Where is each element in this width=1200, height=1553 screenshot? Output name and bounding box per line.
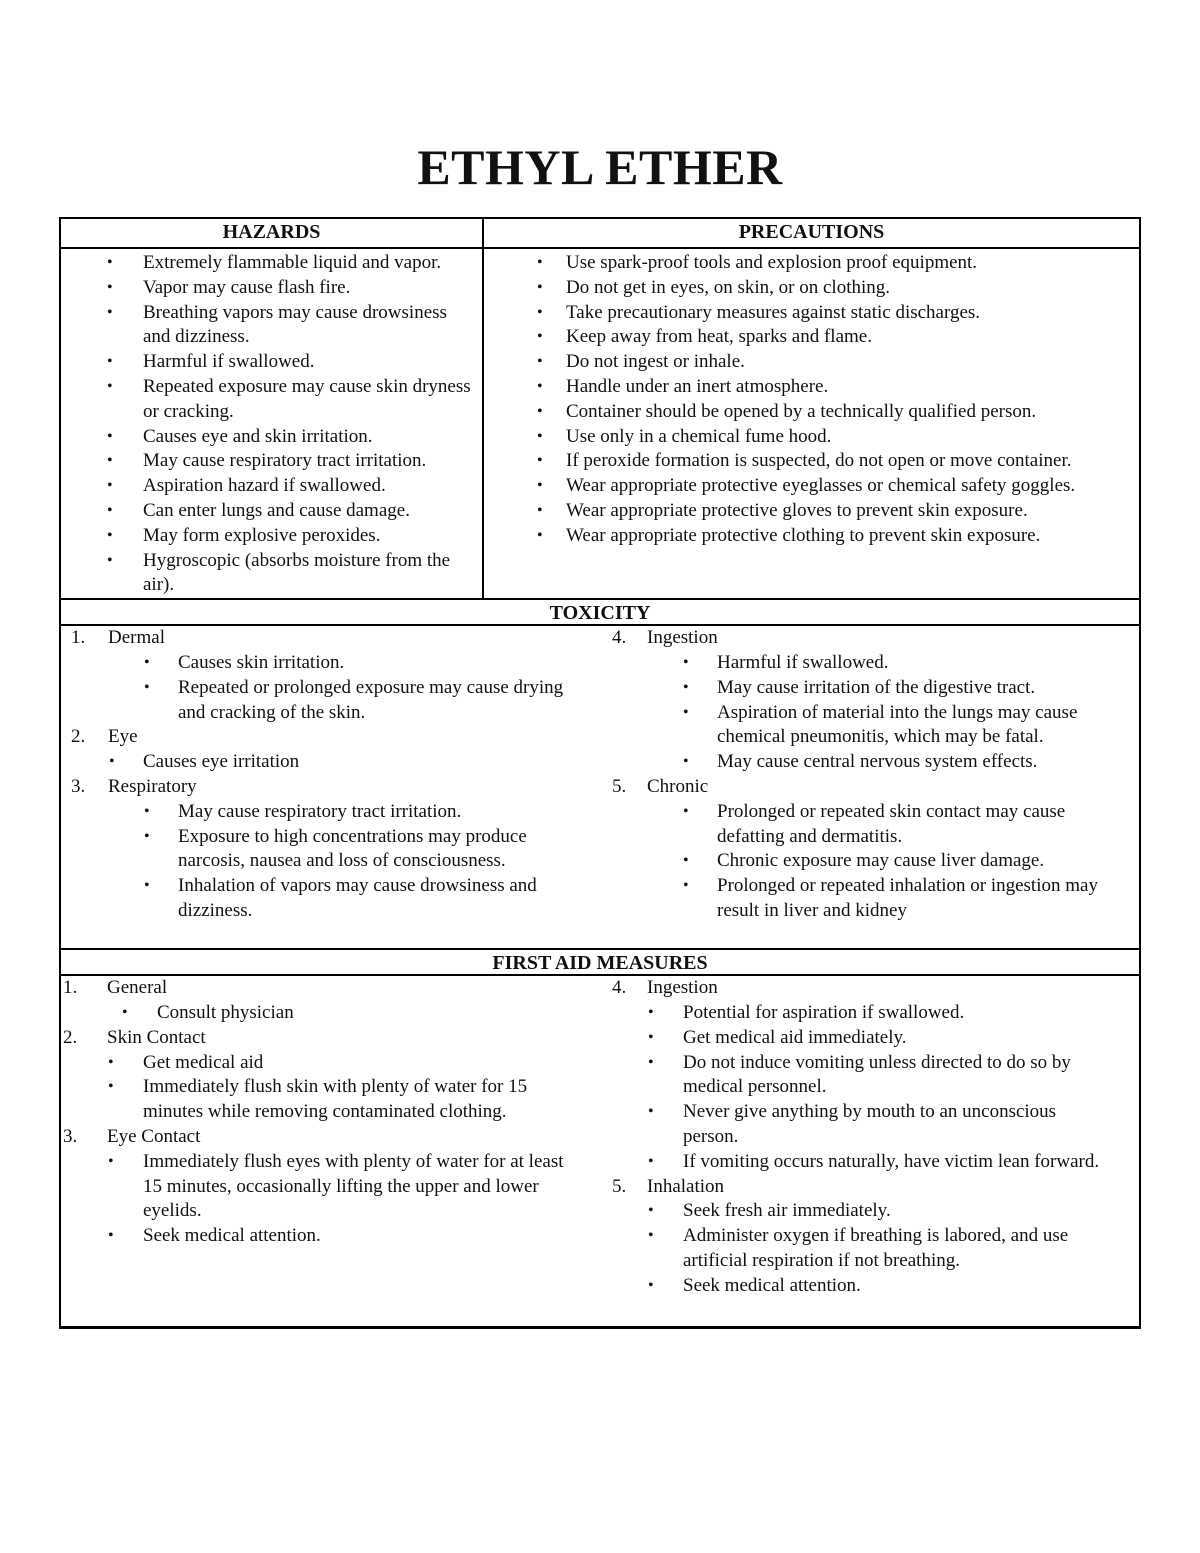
list-item: • Breathing vapors may cause drowsiness and dizziness. [61,301,476,351]
toxicity-section-ingestion [600,626,1125,651]
first-aid-right-column [600,976,1139,1326]
precautions-cell [484,249,1139,598]
toxicity-eye-list [61,750,592,775]
section-label: Dermal [108,627,165,649]
section-number: 3. [71,775,86,797]
list-item: • Aspiration hazard if swallowed. [61,474,476,499]
list-item: • Get medical aid [61,1051,576,1076]
toxicity-section-dermal [61,626,592,651]
list-item: • Immediately flush skin with plenty of water for 15 minutes while removing contaminated clothing. [61,1075,576,1125]
list-item: • Use spark-proof tools and explosion proof equipment. [484,251,1109,276]
section-number: 4. [612,627,627,649]
first-aid-general-list [61,1001,580,1026]
list-item: • Container should be opened by a technically qualified person. [484,400,1109,425]
first-aid-section-ingestion [600,976,1113,1001]
list-item: • Seek medical attention. [61,1224,580,1249]
list-item: • Consult physician [61,1001,580,1026]
list-item: • May cause respiratory tract irritation. [61,800,592,825]
section-label: Chronic [647,775,709,797]
toxicity-section-eye [61,725,592,750]
list-item: • Prolonged or repeated inhalation or ingestion may result in liver and kidney [600,874,1125,924]
first-aid-section-inhalation [600,1175,1113,1200]
precautions-list [484,251,1139,549]
list-item: • Extremely flammable liquid and vapor. [61,251,476,276]
list-item: • Vapor may cause flash fire. [61,276,476,301]
list-item: • Repeated or prolonged exposure may cause drying and cracking of the skin. [61,676,592,726]
list-item: • Repeated exposure may cause skin dryness or cracking. [61,375,476,425]
list-item: • If vomiting occurs naturally, have victim lean forward. [600,1150,1113,1175]
first-aid-body-row [61,976,1139,1326]
first-aid-section-skin [61,1026,580,1051]
section-number: 5. [612,1175,627,1197]
list-item: • Chronic exposure may cause liver damage. [600,849,1125,874]
section-number: 1. [71,627,86,649]
list-item: • May cause irritation of the digestive tract. [600,676,1125,701]
list-item: • Do not induce vomiting unless directed to do so by medical personnel. [600,1051,1113,1101]
list-item: • Take precautionary measures against static discharges. [484,301,1109,326]
toxicity-respiratory-list [61,800,592,924]
page-title: ETHYL ETHER [417,139,783,195]
toxicity-left-column [61,626,600,948]
section-label: Eye [108,726,138,748]
list-item: • Seek fresh air immediately. [600,1199,1113,1224]
hazards-precautions-body-row [61,249,1139,598]
section-label: Ingestion [647,977,718,999]
first-aid-section-eye [61,1125,580,1150]
toxicity-chronic-list [600,800,1125,924]
toxicity-header: TOXICITY [61,598,1139,626]
list-item: • Wear appropriate protective gloves to prevent skin exposure. [484,499,1109,524]
toxicity-ingestion-list [600,651,1125,775]
list-item: • Never give anything by mouth to an unconscious person. [600,1100,1113,1150]
first-aid-eye-list [61,1150,580,1249]
list-item: • May form explosive peroxides. [61,524,476,549]
list-item: • Harmful if swallowed. [61,350,476,375]
section-label: Eye Contact [107,1125,201,1147]
toxicity-section-respiratory [61,775,592,800]
list-item: • Administer oxygen if breathing is labored, and use artificial respiration if not breathing. [600,1224,1113,1274]
first-aid-skin-list [61,1051,580,1125]
first-aid-ingestion-list [600,1001,1113,1175]
first-aid-section-general [61,976,580,1001]
section-label: General [107,977,168,999]
toxicity-right-column [600,626,1139,948]
list-item: • Get medical aid immediately. [600,1026,1113,1051]
list-item: • Causes eye irritation [61,750,592,775]
toxicity-section-chronic [600,775,1125,800]
list-item: • Immediately flush eyes with plenty of water for at least 15 minutes, occasionally lifting the upper and lower eyelids. [61,1150,580,1224]
list-item: • Prolonged or repeated skin contact may cause defatting and dermatitis. [600,800,1125,850]
hazards-list [61,251,482,598]
toxicity-body-row [61,626,1139,948]
list-item: • Wear appropriate protective eyeglasses or chemical safety goggles. [484,474,1109,499]
first-aid-inhalation-list [600,1199,1113,1298]
list-item: • Causes eye and skin irritation. [61,425,476,450]
list-item: • Keep away from heat, sparks and flame. [484,325,1109,350]
list-item: • Hygroscopic (absorbs moisture from the air). [61,549,476,599]
first-aid-header: FIRST AID MEASURES [61,948,1139,976]
list-item: • Handle under an inert atmosphere. [484,375,1109,400]
section-number: 4. [612,977,627,999]
list-item: • Exposure to high concentrations may produce narcosis, nausea and loss of consciousness. [61,825,592,875]
safety-sheet-table [59,217,1141,1329]
list-item: • If peroxide formation is suspected, do not open or move container. [484,449,1109,474]
list-item: • Potential for aspiration if swallowed. [600,1001,1113,1026]
section-number: 1. [63,977,78,999]
section-label: Ingestion [647,627,718,649]
list-item: • Wear appropriate protective clothing to prevent skin exposure. [484,524,1109,549]
list-item: • Do not ingest or inhale. [484,350,1109,375]
list-item: • Harmful if swallowed. [600,651,1125,676]
section-number: 2. [63,1026,78,1048]
list-item: • Causes skin irritation. [61,651,592,676]
list-item: • Use only in a chemical fume hood. [484,425,1109,450]
list-item: • Inhalation of vapors may cause drowsiness and dizziness. [61,874,592,924]
section-number: 3. [63,1125,78,1147]
section-number: 2. [71,726,86,748]
first-aid-left-column [61,976,600,1326]
list-item: • Can enter lungs and cause damage. [61,499,476,524]
list-item: • Aspiration of material into the lungs may cause chemical pneumonitis, which may be fatal. [600,701,1125,751]
precautions-header: PRECAUTIONS [738,221,885,243]
hazards-cell [61,249,484,598]
hazards-header: HAZARDS [61,219,484,247]
toxicity-dermal-list [61,651,592,725]
list-item: • Do not get in eyes, on skin, or on clothing. [484,276,1109,301]
list-item: • May cause central nervous system effects. [600,750,1125,775]
section-label: Skin Contact [107,1026,206,1048]
list-item: • May cause respiratory tract irritation. [61,449,476,474]
section-label: Respiratory [108,775,197,797]
hazards-precautions-header-row [61,219,1139,249]
list-item: • Seek medical attention. [600,1274,1113,1299]
section-label: Inhalation [647,1175,725,1197]
section-number: 5. [612,775,627,797]
